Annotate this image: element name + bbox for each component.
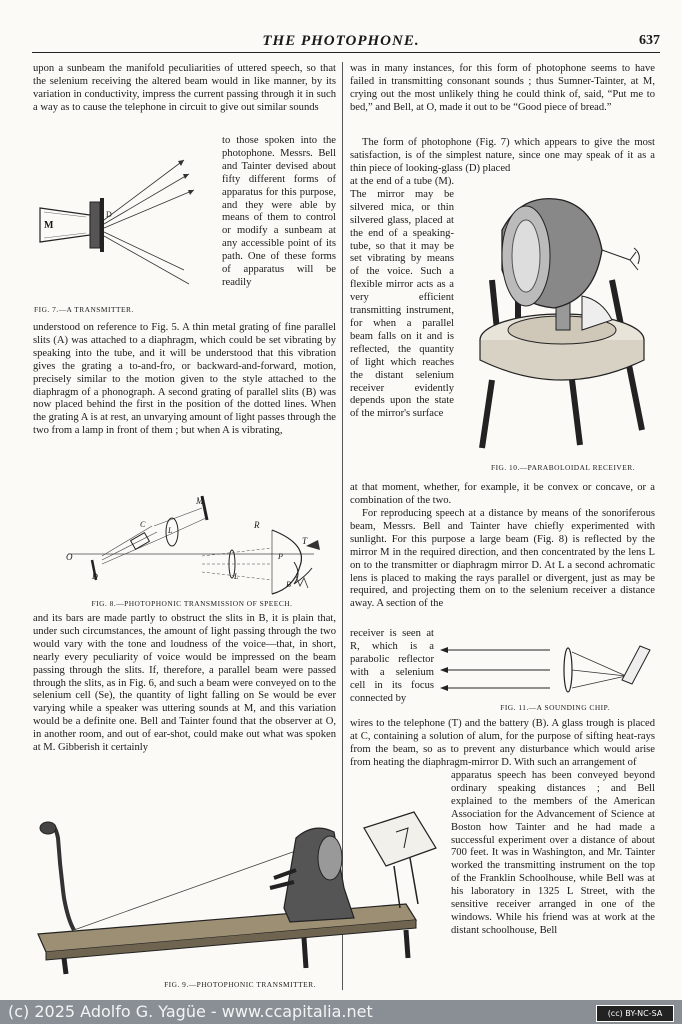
cc-license-badge[interactable]: (cc) BY-NC-SA <box>596 1005 674 1022</box>
left-paragraph-2: and its bars are made partly to obstruct the slits in B, it is plain that, under such circumstances, the amount of light passing through the two would vary with the tone and loudness of the voice—that, in short, nearly every peculiarity of voice would be impressed on the beam passing through the slits. If, therefore, a parallel beam were passed through the slits, as in Fig. 6, and such a beam were conveyed on to the selenium cell (Se), the quantity of light falling on Se would be ever varying while a speaker was uttering sounds at M, and this variation would be a definite one. Bell and Tainter found that the observer at O, in another room, and out of ear-shot, could make out what was spoken at M. Gibberish it certainly <box>33 613 336 754</box>
fig8-label-r: R <box>254 520 260 530</box>
page-number: 637 <box>639 33 660 48</box>
fig8-label-l: L <box>168 526 173 535</box>
left-paragraph-1-wrap: to those spoken into the photophone. Messrs. Bell and Tainter devised about fifty different forms of apparatus for this purpose, and they were able by means of them to control or modify a sunbeam at any accessible point of its path. One of these forms of apparatus will be readily <box>222 135 336 288</box>
fig8-label-m: M <box>196 496 204 506</box>
left-paragraph-1-cont: understood on reference to Fig. 5. A thin metal grating of fine parallel slits (A) was attached to a diaphragm, which could be set vibrating by speaking into the tube, and it will be understood that this vibration gives the grating a to-and-fro, or backward-and-forward, motion, precisely similar to the motion given to the style attached to the diaphragm of a phonograph. A second grating of parallel slits (B) was now placed behind the first in the position of the dotted lines. When the grating A is at rest, an unvarying amount of light passes through the two from a lamp in front of them ; but when A is vibrating, <box>33 322 336 437</box>
fig8-label-o: O <box>66 552 73 562</box>
right-paragraph-3: For reproducing speech at a distance by means of the sonoriferous beam, Messrs. Bell and Tainter have chiefly experimented with sunlight. For this purpose a large beam (Fig. 8) is reflected by the mirror M in the required direction, and then concentrated by the lens L on to the transmitter or diaphragm mirror D. At L a second achromatic lens is placed to making the rays parallel or divergent, just as may be required, and projecting them on to the selenium receiver a distance away. A section of the <box>350 508 655 610</box>
fig8-transmission-drawing <box>62 484 322 594</box>
fig7-label-d: D <box>106 210 112 219</box>
fig8-label-t: T <box>302 536 308 546</box>
fig11-sounding-chip-drawing <box>440 640 656 694</box>
running-title: THE PHOTOPHONE. <box>262 33 420 49</box>
copyright-text: (c) 2025 Adolfo G. Yagüe - www.ccapitalia.net <box>8 1002 373 1021</box>
right-paragraph-3-wrap2: apparatus speech has been conveyed beyond ordinary speaking distances ; and Bell explained to the members of the American Association for the Advancement of Science at Boston how Tainter and he had made a successful experiment over a distance of about 700 feet. It was in Washington, and Mr. Tainter worked the transmitting instrument on the top of the Franklin Schoolhouse, while Bell was at his laboratory in 1325 L Street, with the sensitive receiver arranged in one of the windows. While his friend was at work at the distant schoolhouse, Bell <box>451 770 655 936</box>
fig10-caption: FIG. 10.—PARABOLOIDAL RECEIVER. <box>490 463 636 472</box>
fig7-label-m: M <box>44 220 54 231</box>
right-paragraph-3-cont: wires to the telephone (T) and the battery (B). A glass trough is placed at C, containing a solution of alum, for the purpose of sifting heat-rays from the beam, so as to prevent any disturbance which would arise from heating the diaphragm-mirror D. With such an arrangement of <box>350 718 655 768</box>
right-paragraph-2-wrap: at the end of a tube (M). The mirror may be silvered mica, or thin silvered glass, placed at the end of a speaking-tube, so that it may be set vibrating by means of the voice. Such a flexible mirror acts as a very efficient transmitting instrument, for when a parallel beam falls on it and is reflected, the quantity of light which reaches the distant selenium receiver evidently depends upon the state of the mirror's surface <box>350 176 454 420</box>
fig7-caption: FIG. 7.—A TRANSMITTER. <box>34 305 134 314</box>
fig9-caption: FIG. 9.—PHOTOPHONIC TRANSMITTER. <box>164 980 316 989</box>
fig10-receiver-drawing <box>462 190 658 450</box>
fig9-transmitter-drawing <box>34 808 444 978</box>
fig8-label-c: C <box>140 520 146 529</box>
header-rule <box>32 52 660 53</box>
fig8-caption: FIG. 8.—PHOTOPHONIC TRANSMISSION OF SPEECH. <box>91 599 293 608</box>
right-paragraph-1: was in many instances, for this form of photophone seems to have failed in transmitting consonant sounds ; thus Sumner-Tainter, at M, crying out the most unlikely thing he could think of, said, “Put me to bed,” and Bell, at O, made it out to be “Good piece of bread.” <box>350 63 655 113</box>
fig11-caption: FIG. 11.—A SOUNDING CHIP. <box>500 703 610 712</box>
fig7-transmitter-drawing <box>34 160 214 295</box>
fig8-label-p: P <box>278 552 283 561</box>
right-paragraph-3-wrap: receiver is seen at R, which is a parabolic reflector with a selenium cell in its focus connected by <box>350 628 434 704</box>
fig8-label-l2: L <box>234 572 239 581</box>
right-paragraph-2: The form of photophone (Fig. 7) which appears to give the most satisfaction, is of the simplest nature, since one may speak of it as a thin piece of looking-glass (D) placed <box>350 137 655 174</box>
right-paragraph-2-cont: at that moment, whether, for example, it be convex or concave, or a combination of the two. <box>350 482 655 506</box>
left-paragraph-1: upon a sunbeam the manifold peculiarities of uttered speech, so that the selenium receiving the altered beam would in like manner, by its variation in conductivity, impress the current passing through it in such a way as to cause the telephone in circuit to give out similar sounds <box>33 63 336 113</box>
fig8-label-b: B <box>286 580 291 589</box>
fig8-label-d: D <box>92 572 98 581</box>
